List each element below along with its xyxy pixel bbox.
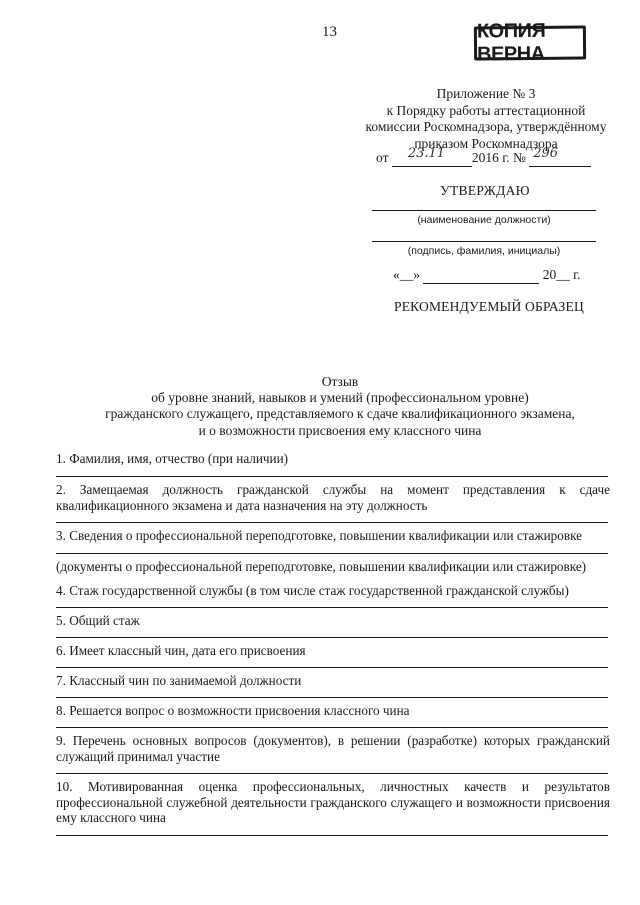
page-number: 13 — [322, 24, 337, 40]
date-month-blank — [423, 267, 539, 284]
item-position — [56, 482, 610, 513]
item-training-rule — [56, 553, 608, 554]
review-title — [60, 374, 620, 439]
item-position-line2: квалификационного экзамена и дата назначения на эту должность — [56, 497, 428, 513]
handwritten-date: 23.11 — [407, 146, 446, 161]
review-subtitle: об уровне знаний, навыков и умений (профессиональном уровне) — [151, 390, 529, 406]
approval-title: УТВЕРЖДАЮ — [440, 183, 530, 198]
appendix-line: комиссии Роскомнадзора, утверждённому — [365, 119, 607, 134]
position-caption: (наименование должности) — [417, 214, 551, 226]
from-label: от — [376, 150, 389, 165]
copy-certified-stamp: КОПИЯ ВЕРНА — [474, 26, 586, 61]
item-evaluation-rule — [56, 835, 608, 836]
date-open-quote: « — [393, 267, 400, 282]
item-position-rank-rule — [56, 697, 608, 698]
date-year: 20__ г. — [542, 267, 581, 282]
handwritten-number: 296 — [533, 146, 559, 161]
order-date-blank — [392, 146, 472, 167]
approval-date-line — [393, 267, 581, 284]
recommended-sample-label: РЕКОМЕНДУЕМЫЙ ОБРАЗЕЦ — [394, 299, 584, 314]
item-full-name-line — [56, 476, 608, 477]
item-total-length-rule — [56, 637, 608, 638]
review-heading: Отзыв — [321, 374, 359, 389]
position-line — [372, 210, 596, 211]
item-current-rank-rule — [56, 667, 608, 668]
item-training: 3. Сведения о профессиональной переподготовке, повышении квалификации или стажировке — [56, 528, 583, 543]
item-service-length-rule — [56, 607, 608, 608]
item-total-length: 5. Общий стаж — [56, 613, 140, 628]
item-evaluation — [56, 779, 610, 826]
item-position-rank: 7. Классный чин по занимаемой должности — [56, 673, 302, 688]
year-number-label: 2016 г. № — [471, 150, 526, 165]
signature-line — [372, 241, 596, 242]
item-rank-question-rule — [56, 727, 608, 728]
order-date-line — [376, 146, 591, 167]
order-number-blank — [529, 146, 591, 167]
item-rank-question: 8. Решается вопрос о возможности присвоения классного чина — [56, 703, 410, 718]
appendix-line: к Порядку работы аттестационной — [386, 102, 586, 118]
item-evaluation-line1: 10. Мотивированная оценка профессиональных, личностных качеств и результатов — [56, 779, 610, 794]
item-main-issues — [56, 733, 610, 764]
appendix-header — [360, 86, 612, 152]
item-main-issues-line2: служащий принимал участие — [56, 748, 220, 764]
date-close-quote: » — [413, 267, 420, 282]
review-subtitle: гражданского служащего, представляемого к сдаче квалификационного экзамена, — [105, 406, 575, 422]
item-main-issues-line1: 9. Перечень основных вопросов (документов), в решении (разработке) которых гражданский — [56, 733, 610, 748]
training-docs-caption: (документы о профессиональной переподготовке, повышении квалификации или стажировке) — [56, 559, 587, 574]
item-evaluation-line2: профессиональной служебной деятельности гражданского служащего и возможности присвоения — [56, 794, 610, 810]
item-position-rule — [56, 522, 608, 523]
date-day-blank: __ — [399, 267, 414, 282]
appendix-number: Приложение № 3 — [436, 86, 536, 101]
item-full-name: 1. Фамилия, имя, отчество (при наличии) — [56, 451, 289, 466]
item-evaluation-line3: ему классного чина — [56, 810, 166, 825]
review-subtitle: и о возможности присвоения ему классного чина — [198, 422, 482, 438]
item-position-line1: 2. Замещаемая должность гражданской службы на момент представления к сдаче — [56, 482, 610, 497]
item-service-length: 4. Стаж государственной службы (в том числе стаж государственной гражданской службы) — [56, 583, 569, 598]
signature-caption: (подпись, фамилия, инициалы) — [407, 245, 561, 257]
item-current-rank: 6. Имеет классный чин, дата его присвоения — [56, 643, 306, 658]
item-main-issues-rule — [56, 773, 608, 774]
appendix-line: приказом Роскомнадзора — [414, 135, 558, 151]
